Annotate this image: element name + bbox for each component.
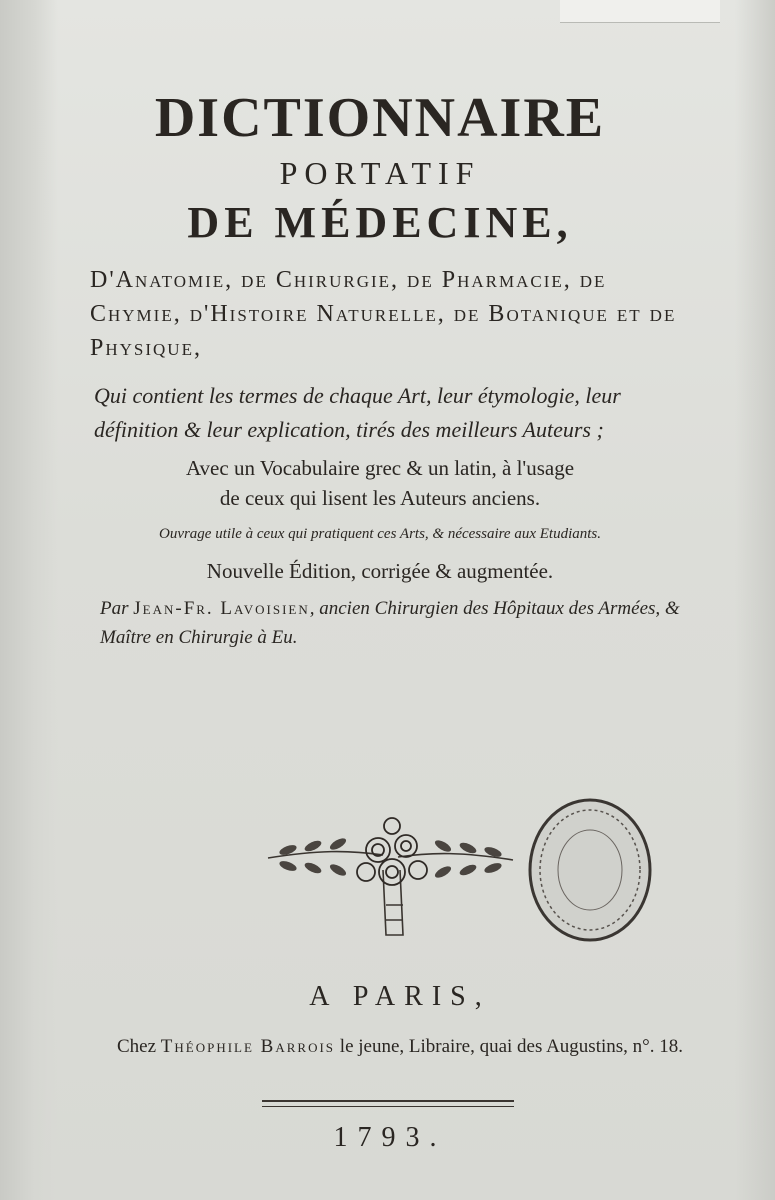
title-block [80, 85, 680, 652]
subjects-list: D'Anatomie, de Chirurgie, de Pharmacie, de Chymie, d'Histoire Naturelle, de Botanique et de Physique, [90, 267, 677, 361]
author-prefix: Par [100, 598, 129, 619]
author-credentials: , ancien Chirurgien des Hôpitaux des Armées, & Maître en Chirurgie à Eu. [100, 598, 680, 648]
publication-year: 1793. [333, 1122, 447, 1153]
double-rule-divider [262, 1100, 514, 1107]
library-stamp-icon [525, 795, 655, 945]
book-title: DICTIONNAIRE [154, 87, 606, 149]
contents-description: Qui contient les termes de chaque Art, leur étymologie, leur définition & leur explication, tirés des meilleurs Auteurs ; [94, 383, 621, 442]
imprint-city: A PARIS, [309, 981, 491, 1012]
floral-ornament-icon [258, 810, 523, 940]
book-subtitle-portatif: PORTATIF [279, 155, 481, 191]
publisher-line [100, 1032, 700, 1061]
edition-note: Nouvelle Édition, corrigée & augmentée. [206, 559, 554, 583]
ouvrage-note: Ouvrage utile à ceux qui pratiquent ces Arts, & nécessaire aux Etudiants. [158, 526, 601, 542]
torn-corner [560, 0, 720, 23]
imprint-block [100, 980, 700, 1061]
vocabulary-line-2: de ceux qui lisent les Auteurs anciens. [219, 486, 541, 510]
publisher-prefix: Chez [116, 1036, 157, 1057]
author-name: Jean-Fr. Lavoisien [133, 598, 310, 619]
author-line [100, 594, 680, 652]
vocabulary-line-1: Avec un Vocabulaire grec & un latin, à l'usage [185, 456, 575, 480]
publisher-address: le jeune, Libraire, quai des Augustins, n°. 18. [339, 1036, 683, 1057]
publisher-name: Théophile Barrois [160, 1036, 336, 1057]
vocabulary-note [80, 453, 680, 513]
page-edge-shadow [735, 0, 775, 1200]
book-subtitle-medecine: DE MÉDECINE, [187, 198, 573, 247]
page-fold-shadow [0, 0, 58, 1200]
